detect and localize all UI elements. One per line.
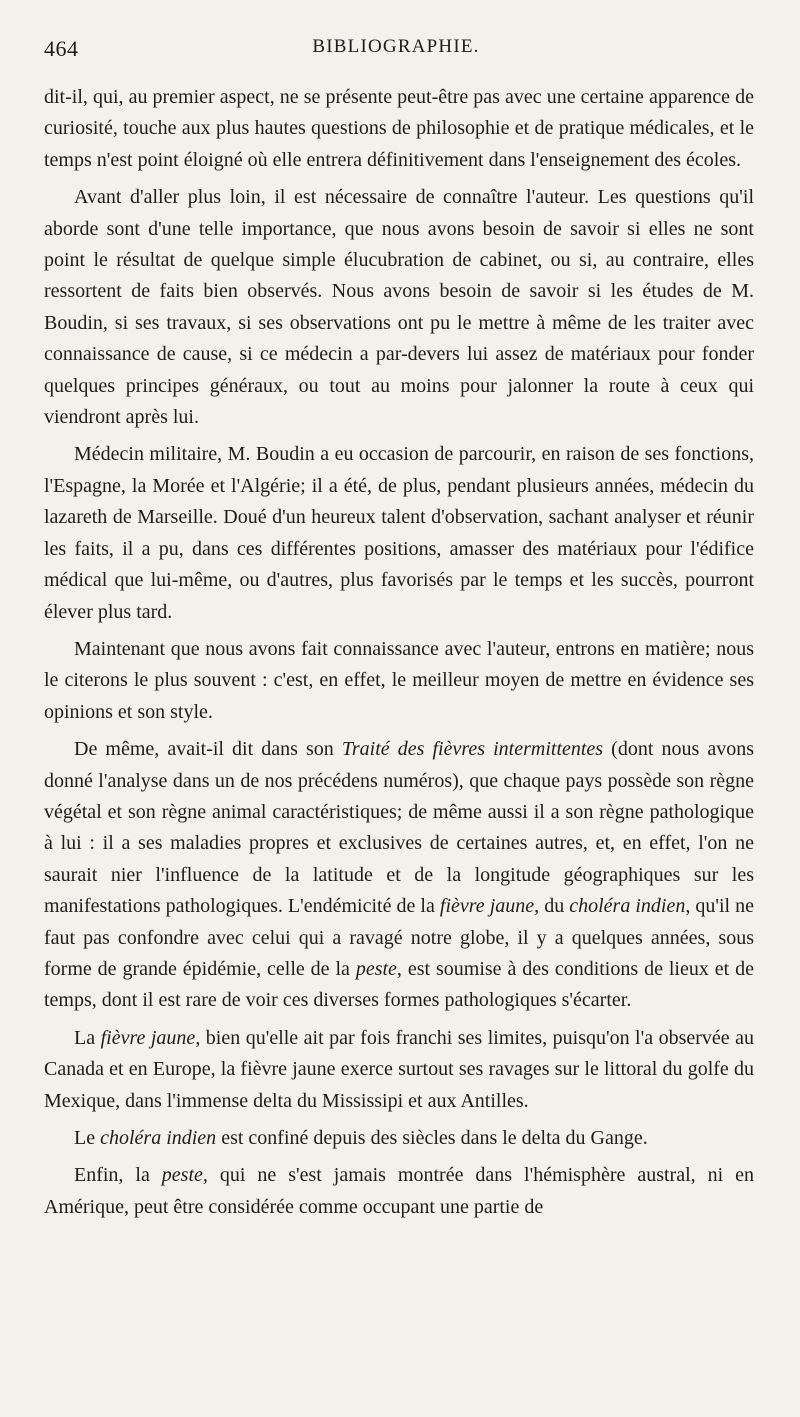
italic-term: choléra indien [569,895,686,918]
text-segment: Enfin, la [74,1164,162,1187]
text-segment: , du [534,895,570,918]
page-number: 464 [44,36,79,61]
body-text [44,82,754,1223]
text-segment: est confiné depuis des siècles dans le delta du Gange. [216,1127,648,1149]
italic-title: Traité des fièvres intermittentes [341,738,604,761]
text-segment: dit-il, qui, au premier aspect, ne se présente peut-être pas avec une certaine apparence de curiosité, touche aux plus hautes questions de philosophie et de pratique médicales, et le temps n'est point éloigné où elle entrera définitivement dans l'enseignement des écoles. [44,86,754,171]
text-segment: De même, avait-il dit dans son [74,738,342,761]
italic-term: peste [161,1164,203,1187]
text-segment: La [74,1026,101,1049]
paragraph-7 [44,1123,754,1154]
italic-term: fièvre jaune [439,895,535,918]
italic-term: fièvre jaune [100,1026,196,1049]
text-segment: , bien qu'elle ait par fois franchi ses limites, puisqu'on l'a observée au Canada et en Europe, la fièvre jaune exerce surtout ses ravages sur le littoral du golfe du Mexique, dans l'immense delta du Mississipi et aux Antilles. [44,1026,755,1112]
running-head: BIBLIOGRAPHIE. [312,36,480,57]
text-segment: Médecin militaire, M. Boudin a eu occasion de parcourir, en raison de ses fonctions, l'Espagne, la Morée et l'Algérie; il a été, de plus, pendant plusieurs années, médecin du lazareth de Marseille. Doué d'un heureux talent d'observation, sachant analyser et réunir les faits, il a pu, dans ces différentes positions, amasser des matériaux pour l'édifice médical que lui-même, ou d'autres, plus favorisés par le temps et les succès, pourront élever plus tard. [44,443,754,623]
text-segment: Maintenant que nous avons fait connaissance avec l'auteur, entrons en matière; nous le citerons le plus souvent : c'est, en effet, le meilleur moyen de mettre en évidence ses opinions et son style. [44,637,754,723]
paragraph-4 [44,634,754,728]
text-segment: Avant d'aller plus loin, il est nécessaire de connaître l'auteur. Les questions qu'il aborde sont d'une telle importance, que nous avons besoin de savoir si elles ne sont point le résultat de quelque simple élucubration de cabinet, ou si, au contraire, elles ressortent de faits bien observés. Nous avons besoin de savoir si les études de M. Boudin, si ses travaux, si ses observations ont pu le mettre à même de les traiter avec connaissance de cause, si ce médecin a par-devers lui assez de matériaux pour fonder quelques principes généraux, ou tout au moins pour jalonner la route à ceux qui viendront après lui. [44,186,754,429]
italic-term: peste [355,957,397,980]
paragraph-6 [44,1023,754,1117]
text-segment: , qui ne s'est jamais montrée dans l'hémisphère austral, ni en Amérique, peut être considérée comme occupant une partie de [44,1164,754,1218]
paragraph-3 [44,439,754,627]
paragraph-5 [44,734,754,1017]
text-segment: (dont nous avons donné l'analyse dans un de nos précédens numéros), que chaque pays possède son règne végétal et son règne animal caractéristiques; de même aussi il a son règne pathologique à lui : il a ses maladies propres et exclusives de certaines autres, et, en effet, l'on ne saurait nier l'influence de la latitude et de la longitude géographiques sur les manifestations pathologiques. L'endémicité de la [44,738,754,918]
text-segment: , qu'il ne faut pas confondre avec celui qui a ravagé notre globe, il y a quelques années, sous forme de grande épidémie, celle de la [44,895,755,980]
text-segment: Le [74,1127,101,1149]
text-segment: , est soumise à des conditions de lieux et de temps, dont il est rare de voir ces diverses formes pathologiques s'écarter. [44,957,754,1012]
paragraph-2 [44,182,754,433]
paragraph-8 [44,1160,754,1223]
italic-term: choléra indien [100,1127,217,1149]
page-header [44,36,748,70]
paragraph-1 [44,82,754,176]
